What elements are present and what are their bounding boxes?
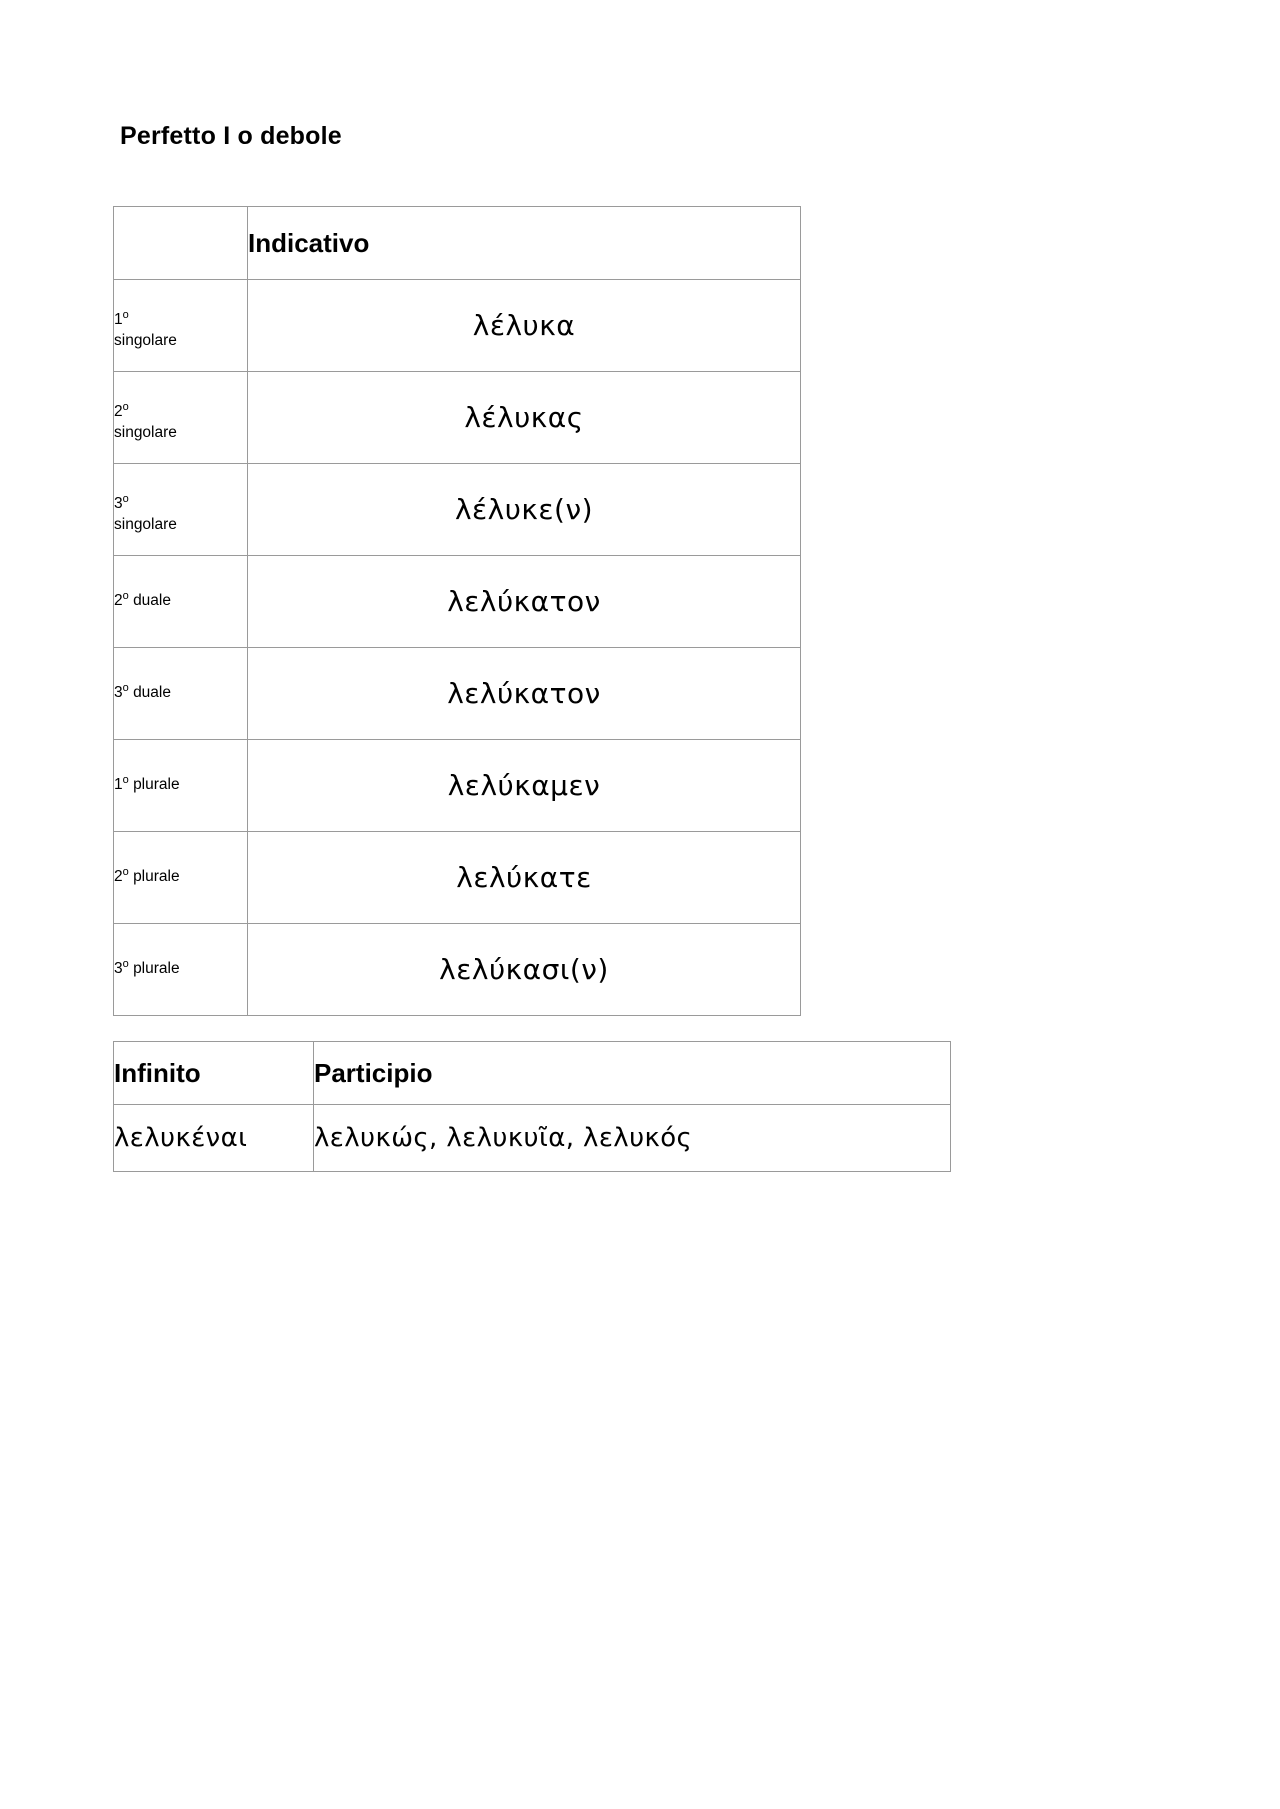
- person-ordinal-suffix: o: [122, 957, 129, 970]
- person-number-label: plurale: [133, 868, 180, 886]
- person-number: 2: [114, 592, 123, 610]
- infinito-form: λελυκέναι: [114, 1105, 314, 1172]
- nominal-forms-table: [113, 1041, 951, 1172]
- person-label: [114, 372, 248, 464]
- person-label: [114, 648, 248, 740]
- person-ordinal-suffix: o: [122, 308, 129, 321]
- person-number: 3: [114, 960, 123, 978]
- table-row: [114, 832, 801, 924]
- person-number-label: duale: [133, 684, 171, 702]
- table-row: [114, 1105, 951, 1172]
- table-row: [114, 924, 801, 1016]
- person-ordinal-suffix: o: [122, 681, 129, 694]
- person-label: [114, 924, 248, 1016]
- verb-form: λελύκατε: [248, 832, 801, 924]
- verb-form: λέλυκε(ν): [248, 464, 801, 556]
- verb-form: λέλυκας: [248, 372, 801, 464]
- person-number: 3: [114, 494, 123, 512]
- person-number-label: plurale: [133, 960, 180, 978]
- table-row: [114, 280, 801, 372]
- verb-form: λελύκατον: [248, 648, 801, 740]
- header-cell-participio: Participio: [314, 1042, 951, 1105]
- header-cell-infinito: Infinito: [114, 1042, 314, 1105]
- verb-form: λελύκασι(ν): [248, 924, 801, 1016]
- page-title: Perfetto I o debole: [120, 122, 342, 150]
- conjugation-table: [113, 206, 801, 1016]
- person-number-label: plurale: [133, 776, 180, 794]
- person-ordinal-suffix: o: [122, 589, 129, 602]
- person-number: 2: [114, 868, 123, 886]
- person-ordinal-suffix: o: [122, 492, 129, 505]
- table-header-row: [114, 207, 801, 280]
- table-header-row: [114, 1042, 951, 1105]
- table-row: [114, 556, 801, 648]
- person-number: 1: [114, 776, 123, 794]
- table-row: [114, 740, 801, 832]
- person-number: 1: [114, 310, 123, 328]
- person-ordinal-suffix: o: [122, 865, 129, 878]
- person-number-label: duale: [133, 592, 171, 610]
- verb-form: λέλυκα: [248, 280, 801, 372]
- table-row: [114, 464, 801, 556]
- person-number-label: singolare: [114, 331, 177, 349]
- verb-form: λελύκαμεν: [248, 740, 801, 832]
- person-label: [114, 280, 248, 372]
- header-cell-indicativo: Indicativo: [248, 207, 801, 280]
- header-cell-empty: [114, 207, 248, 280]
- person-label: [114, 556, 248, 648]
- participio-forms: λελυκώς, λελυκυῖα, λελυκός: [314, 1105, 951, 1172]
- person-label: [114, 832, 248, 924]
- person-ordinal-suffix: o: [122, 400, 129, 413]
- person-number-label: singolare: [114, 515, 177, 533]
- person-number: 2: [114, 402, 123, 420]
- table-row: [114, 648, 801, 740]
- person-number: 3: [114, 684, 123, 702]
- person-ordinal-suffix: o: [122, 773, 129, 786]
- person-number-label: singolare: [114, 423, 177, 441]
- verb-form: λελύκατον: [248, 556, 801, 648]
- person-label: [114, 740, 248, 832]
- table-row: [114, 372, 801, 464]
- person-label: [114, 464, 248, 556]
